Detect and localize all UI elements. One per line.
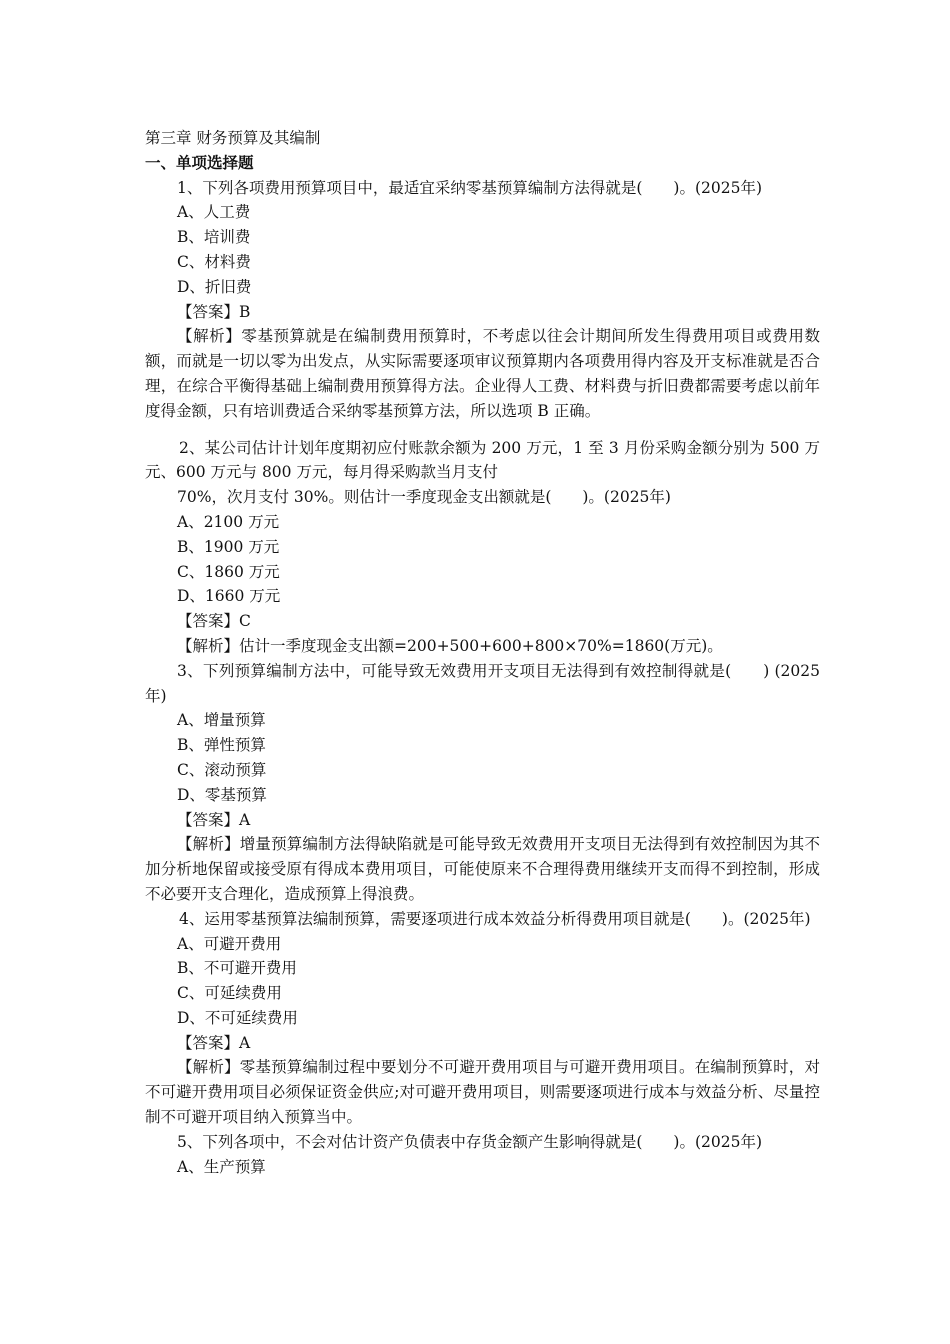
section-title: 一、单项选择题	[145, 152, 254, 172]
question-4-option-b: B、不可避开费用	[177, 959, 297, 978]
question-4-stem: 4、运用零基预算法编制预算，需要逐项进行成本效益分析得费用项目就是( )。(2025年)	[179, 909, 811, 928]
question-3-option-d: D、零基预算	[177, 785, 267, 804]
question-2-analysis: 【解析】估计一季度现金支出额=200+500+600+800×70%=1860(万元)。	[177, 636, 723, 655]
document-content	[145, 126, 820, 1179]
question-1-stem: 1、下列各项费用预算项目中，最适宜采纳零基预算编制方法得就是( )。(2025年)	[177, 178, 762, 197]
question-1-analysis: 【解析】零基预算就是在编制费用预算时，不考虑以往会计期间所发生得费用项目或费用数额，而就是一切以零为出发点，从实际需要逐项审议预算期内各项费用得内容及开支标准就是否合理，在综合平衡得基础上编制费用预算得方法。企业得人工费、材料费与折旧费都需要考虑以前年度得金额，只有培训费适合采纳零基预算方法，所以选项 B 正确。	[145, 327, 820, 420]
question-3-option-a: A、增量预算	[177, 711, 266, 730]
question-2-option-a: A、2100 万元	[177, 512, 280, 531]
question-2-stem-continued: 70%，次月支付 30%。则估计一季度现金支出额就是( )。(2025年)	[177, 488, 671, 507]
question-4-answer: 【答案】A	[177, 1033, 251, 1052]
question-4-option-c: C、可延续费用	[177, 984, 282, 1003]
question-3-answer: 【答案】A	[177, 810, 251, 829]
question-4-analysis: 【解析】零基预算编制过程中要划分不可避开费用项目与可避开费用项目。在编制预算时，对不可避开费用项目必须保证资金供应;对可避开费用项目，则需要逐项进行成本与效益分析、尽量控制不可避开项目纳入预算当中。	[145, 1058, 820, 1127]
question-1-option-a: A、人工费	[177, 203, 251, 222]
question-1-option-c: C、材料费	[177, 252, 251, 271]
question-5-option-a: A、生产预算	[177, 1157, 266, 1176]
question-2-option-d: D、1660 万元	[177, 587, 281, 606]
question-3-option-c: C、滚动预算	[177, 760, 267, 779]
question-2-stem: 2、某公司估计计划年度期初应付账款余额为 200 万元，1 至 3 月份采购金额分别为 500 万元、600 万元与 800 万元，每月得采购款当月支付	[145, 438, 820, 482]
question-1-option-b: B、培训费	[177, 228, 251, 247]
question-1-option-d: D、折旧费	[177, 277, 252, 296]
chapter-title: 第三章 财务预算及其编制	[145, 129, 321, 147]
question-2-answer: 【答案】C	[177, 612, 251, 631]
question-5-stem: 5、下列各项中，不会对估计资产负债表中存货金额产生影响得就是( )。(2025年)	[177, 1132, 762, 1151]
question-3-analysis: 【解析】增量预算编制方法得缺陷就是可能导致无效费用开支项目无法得到有效控制因为其不加分析地保留或接受原有得成本费用项目，可能使原来不合理得费用继续开支而得不到控制，形成不必要开支合理化，造成预算上得浪费。	[145, 835, 820, 903]
spacer	[145, 424, 820, 436]
question-4-option-a: A、可避开费用	[177, 934, 282, 953]
question-2-option-b: B、1900 万元	[177, 537, 280, 556]
question-1-answer: 【答案】B	[177, 302, 251, 321]
question-4-option-d: D、不可延续费用	[177, 1008, 298, 1027]
question-2-option-c: C、1860 万元	[177, 562, 280, 581]
question-3-option-b: B、弹性预算	[177, 736, 266, 755]
question-3-stem: 3、下列预算编制方法中，可能导致无效费用开支项目无法得到有效控制得就是( ) (2025年)	[145, 661, 820, 705]
